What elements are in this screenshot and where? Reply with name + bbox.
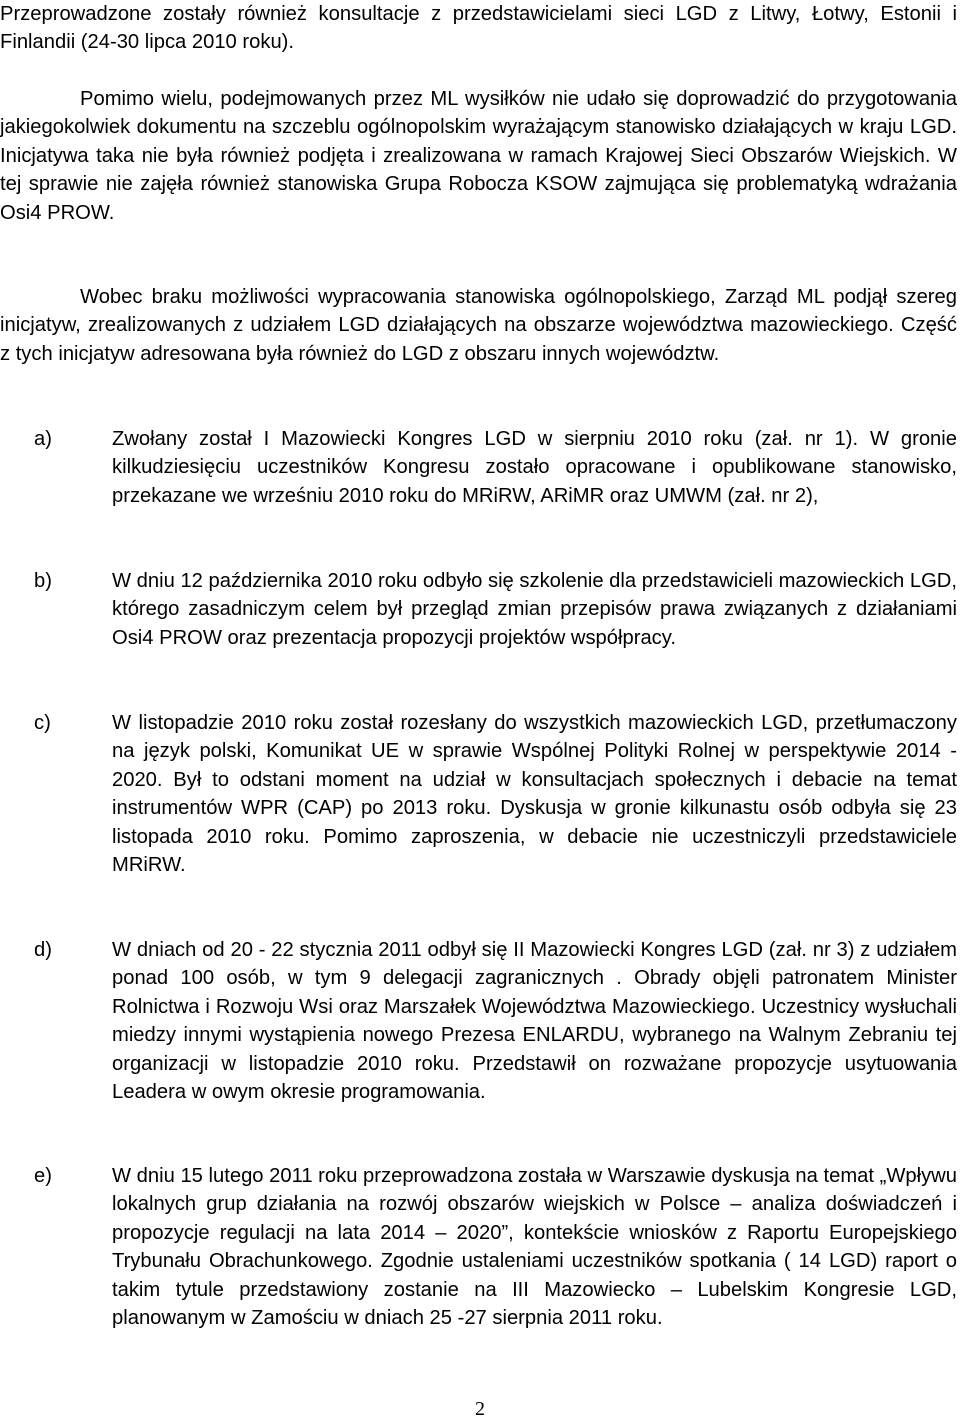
list-item-text: W dniach od 20 - 22 stycznia 2011 odbył się II Mazowiecki Kongres LGD (zał. nr 3) z udziałem ponad 100 osób, w tym 9 delegacji zagranicznych . Obrady objęli patronatem Minister Rolnictwa i Rozwoju Wsi oraz Marszałek Województwa Mazowieckiego. Uczestnicy wysłuchali miedzy innymi wystąpienia nowego Prezesa ENLARDU, wybranego na Walnym Zebraniu tej organizacji w listopadzie 2010 roku. Przedstawił on rozważane propozycje usytuowania Leadera w owym okresie programowania. <box>112 939 957 1104</box>
list-item-text: W listopadzie 2010 roku został rozesłany do wszystkich mazowieckich LGD, przetłumaczony na język polski, Komunikat UE w sprawie Wspólnej Polityki Rolnej w perspektywie 2014 - 2020. Był to odstani moment na udział w konsultacjach społecznych i debacie na temat instrumentów WPR (CAP) po 2013 roku. Dyskusja w gronie kilkunastu osób odbyła się 23 listopada 2010 roku. Pomimo zaproszenia, w debacie nie uczestniczyli przedstawiciele MRiRW. <box>112 712 957 877</box>
list-item-text: W dniu 15 lutego 2011 roku przeprowadzona została w Warszawie dyskusja na temat „Wpływu lokalnych grup działania na rozwój obszarów wiejskich w Polsce – analiza doświadczeń i propozycje regulacji na lata 2014 – 2020”, kontekście wniosków z Raportu Europejskiego Trybunału Obrachunkowego. Zgodnie ustaleniami uczestników spotkania ( 14 LGD) raport o takim tytule przedstawiony zostanie na III Mazowiecko – Lubelskim Kongresie LGD, planowanym w Zamościu w dniach 25 -27 sierpnia 2011 roku. <box>112 1165 957 1330</box>
list-item-label: c) <box>34 712 51 734</box>
paragraph-consultations: Przeprowadzone zostały również konsultacje z przedstawicielami sieci LGD z Litwy, Łotwy, Estonii i Finlandii (24-30 lipca 2010 roku). <box>0 3 957 54</box>
page-number: 2 <box>475 1398 485 1420</box>
list-item-label: e) <box>34 1165 52 1187</box>
list-item-label: a) <box>34 428 52 450</box>
paragraph-initiatives: Wobec braku możliwości wypracowania stanowiska ogólnopolskiego, Zarząd ML podjął szereg inicjatyw, zrealizowanych z udziałem LGD działających na obszarze województwa mazowieckiego. Część z tych inicjatyw adresowana była również do LGD z obszaru innych województw. <box>0 286 957 365</box>
list-item-label: b) <box>34 570 52 592</box>
list-item-label: d) <box>34 939 52 961</box>
list-item-text: Zwołany został I Mazowiecki Kongres LGD w sierpniu 2010 roku (zał. nr 1). W gronie kilkudziesięciu uczestników Kongresu zostało opracowane i opublikowane stanowisko, przekazane we wrześniu 2010 roku do MRiRW, ARiMR oraz UMWM (zał. nr 2), <box>112 428 957 507</box>
list-item-text: W dniu 12 października 2010 roku odbyło się szkolenie dla przedstawicieli mazowieckich LGD, którego zasadniczym celem był przegląd zmian przepisów prawa związanych z działaniami Osi4 PROW oraz prezentacja propozycji projektów współpracy. <box>112 570 957 649</box>
paragraph-efforts: Pomimo wielu, podejmowanych przez ML wysiłków nie udało się doprowadzić do przygotowania jakiegokolwiek dokumentu na szczeblu ogólnopolskim wyrażającym stanowisko działających w kraju LGD. Inicjatywa taka nie była również podjęta i zrealizowana w ramach Krajowej Sieci Obszarów Wiejskich. W tej sprawie nie zajęła również stanowiska Grupa Robocza KSOW zajmująca się problematyką wdrażania Osi4 PROW. <box>0 88 957 224</box>
